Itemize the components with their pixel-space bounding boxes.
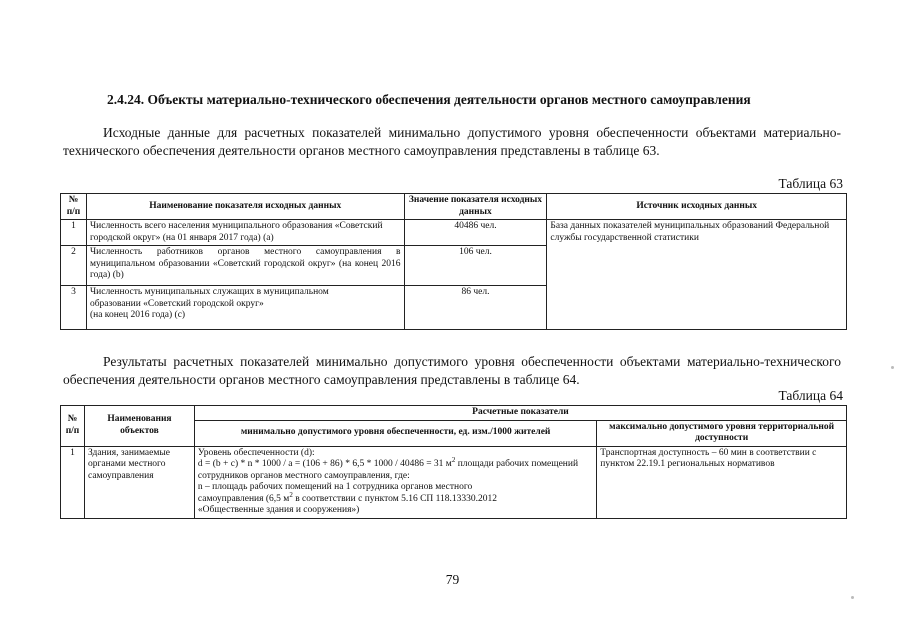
row-max: Транспортная доступность – 60 мин в соответствии с пунктом 22.19.1 региональных нормативов [597,446,847,518]
header-calc: Расчетные показатели [194,406,846,421]
scan-speck [851,596,854,599]
row-name: Численность муниципальных служащих в муниципальном образовании «Советский городской округ» (на конец 2016 года) (c) [86,286,404,330]
table-64 [60,405,847,519]
header-name: Наименование показателя исходных данных [86,194,404,220]
table-row [61,446,847,518]
header-value: Значение показателя исходных данных [404,194,547,220]
table-63-caption: Таблица 63 [778,176,843,191]
table-64-caption: Таблица 64 [778,388,843,403]
row-num: 1 [61,446,85,518]
row-num: 3 [61,286,87,330]
scan-speck [891,366,894,369]
header-num: № п/п [61,194,87,220]
header-max: максимально допустимого уровня территориальной доступности [597,420,847,446]
table-63 [60,193,847,330]
row-num: 1 [61,220,87,246]
row-name: Здания, занимаемые органами местного самоуправления [84,446,194,518]
header-source: Источник исходных данных [547,194,847,220]
row-value: 106 чел. [404,246,547,286]
table-header-row [61,406,847,421]
row-min: Уровень обеспеченности (d): d = (b + c) * n * 1000 / a = (106 + 86) * 6,5 * 1000 / 40486 = 31 $м^2$ площади рабочих помещений сотрудников органов местного самоуправления, где: n – площадь рабочих помещений на 1 сотрудника органов местного самоуправления (6,5 $м^2$ в соответствии с пунктом 5.16 СП 118.13330.2012 «Общественные здания и сооружения») [194,446,596,518]
row-name: Численность всего населения муниципального образования «Советский городской округ» (на 01 января 2017 года) (a) [86,220,404,246]
table-header-row [61,194,847,220]
row-value: 40486 чел. [404,220,547,246]
row-name: Численность работников органов местного самоуправления в муниципальном образовании «Советский городской округ» (на конец 2016 года) (b) [86,246,404,286]
table-row [61,220,847,246]
header-min: минимально допустимого уровня обеспеченности, ед. изм./1000 жителей [194,420,596,446]
page-number: 79 [445,572,460,587]
header-num: № п/п [61,406,85,447]
results-paragraph: Результаты расчетных показателей минимально допустимого уровня обеспеченности объектами материально-технического обеспечения деятельности органов местного самоуправления представлены в таблице 64. [63,354,841,387]
section-heading: 2.4.24. Объекты материально-технического обеспечения деятельности органов местного самоуправления [107,92,751,107]
intro-paragraph: Исходные данные для расчетных показателей минимально допустимого уровня обеспеченности объектами материально-технического обеспечения деятельности органов местного самоуправления представлены в таблице 63. [63,125,841,158]
row-value: 86 чел. [404,286,547,330]
row-source: База данных показателей муниципальных образований Федеральной службы государственной статистики [547,220,847,330]
header-name: Наименования объектов [84,406,194,447]
row-num: 2 [61,246,87,286]
